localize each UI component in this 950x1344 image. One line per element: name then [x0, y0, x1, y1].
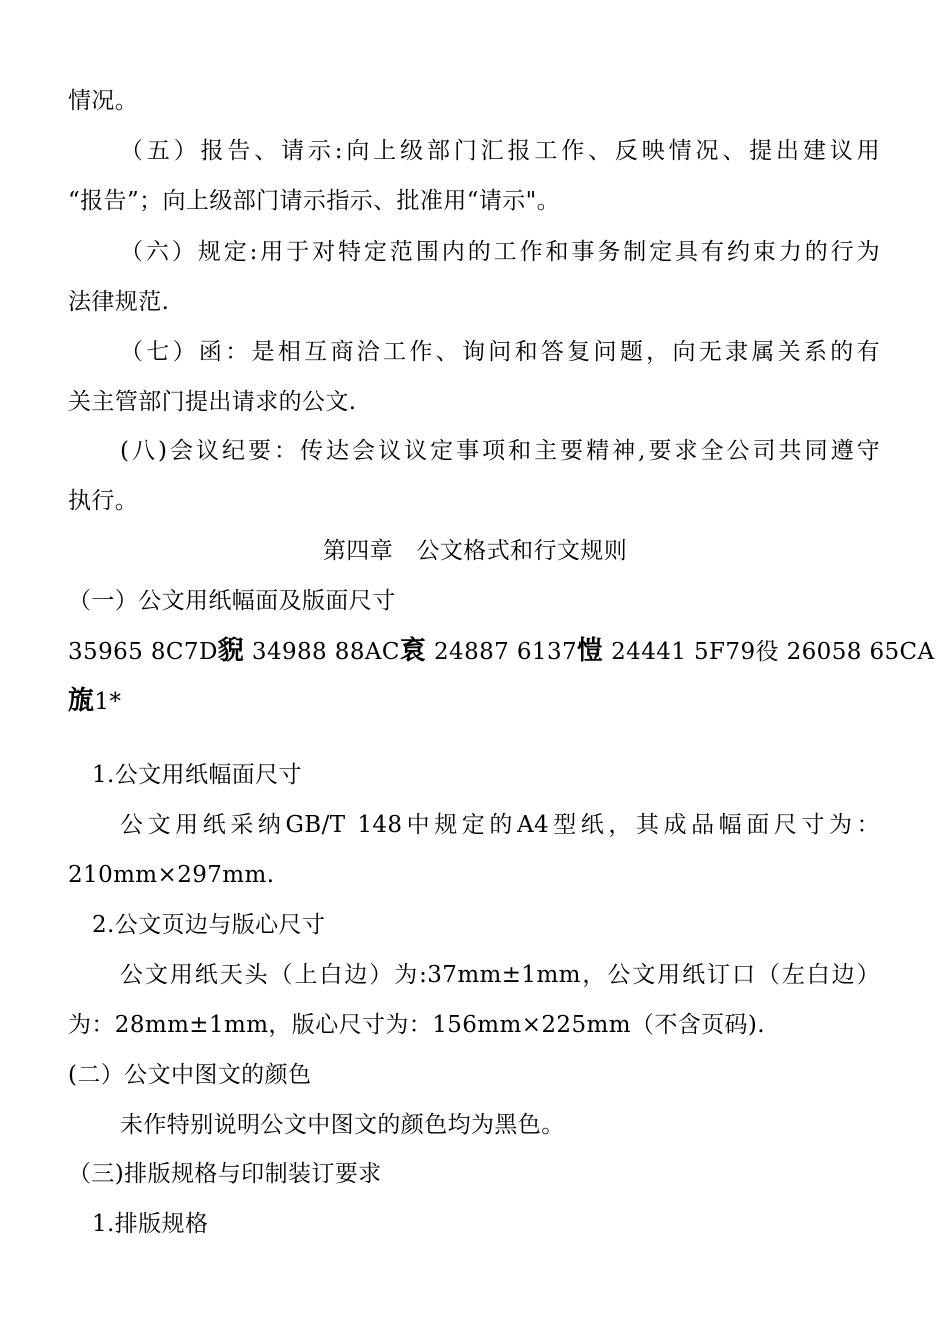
code-glyph: 旊 — [68, 686, 95, 716]
paragraph-line: 情况。 — [68, 88, 139, 114]
subsection-heading: 1.排版规格 — [92, 1211, 209, 1237]
code-fragment: 35965 8C7D — [68, 639, 218, 665]
subsection-heading: 2.公文页边与版心尺寸 — [92, 912, 326, 938]
paragraph-line: 公文用纸天头（上白边）为:37mm±1mm，公文用纸订口（左白边） — [120, 962, 880, 988]
section-heading: （一）公文用纸幅面及版面尺寸 — [68, 588, 396, 614]
paragraph-line: 执行。 — [68, 488, 139, 514]
paragraph-line: （六）规定:用于对特定范围内的工作和事务制定具有约束力的行为 — [120, 239, 880, 265]
section-heading: (二）公文中图文的颜色 — [68, 1062, 312, 1088]
code-fragment: 34988 88AC — [251, 639, 400, 665]
code-fragment: 26058 65CA — [786, 639, 935, 665]
paragraph-line: 为：28mm±1mm，版心尺寸为：156mm×225mm（不含页码). — [68, 1012, 766, 1038]
paragraph-line: 210mm×297mm. — [68, 862, 275, 888]
paragraph-line: （五）报告、请示:向上级部门汇报工作、反映情况、提出建议用 — [120, 138, 880, 164]
paragraph-line: 法律规范. — [68, 289, 170, 315]
code-glyph: 役 — [755, 639, 779, 665]
code-glyph: 袬 — [399, 636, 427, 666]
garbled-code-line — [68, 636, 935, 667]
code-glyph: 貎 — [217, 636, 245, 666]
subsection-heading: 1.公文用纸幅面尺寸 — [92, 762, 302, 788]
garbled-code-line-end — [68, 686, 121, 717]
paragraph-line: 公文用纸采纳GB/T 148中规定的A4型纸，其成品幅面尺寸为： — [120, 812, 880, 838]
paragraph-line: 关主管部门提出请求的公文. — [68, 389, 357, 415]
code-fragment: 24441 5F79 — [611, 639, 756, 665]
code-fragment: 1* — [94, 689, 122, 715]
paragraph-line: 未作特别说明公文中图文的颜色均为黑色。 — [120, 1112, 565, 1138]
chapter-heading: 第四章 公文格式和行文规则 — [322, 538, 628, 564]
paragraph-line: （七）函：是相互商洽工作、询问和答复问题，向无隶属关系的有 — [120, 339, 880, 365]
code-fragment: 24887 6137 — [434, 639, 578, 665]
code-glyph: 愷 — [577, 636, 604, 666]
paragraph-line: “报告”；向上级部门请示指示、批准用“请示"。 — [68, 188, 561, 214]
section-heading: （三)排版规格与印制装订要求 — [68, 1161, 382, 1187]
paragraph-line: (八)会议纪要：传达会议议定事项和主要精神,要求全公司共同遵守 — [120, 438, 880, 464]
